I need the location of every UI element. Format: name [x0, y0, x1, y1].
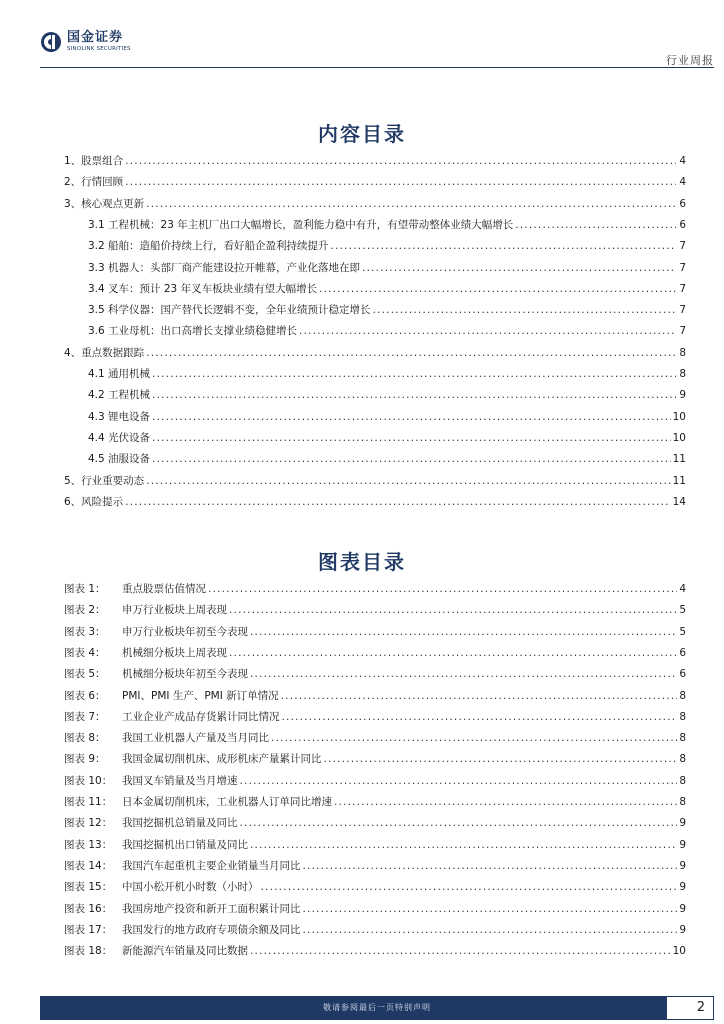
figure-entry-title: 申万行业板块上周表现 [122, 604, 227, 617]
figure-entry-number: 图表 3： [64, 625, 106, 638]
dot-leader [281, 689, 678, 703]
toc-entry-label: 4、重点数据跟踪 [64, 346, 145, 359]
toc-entry[interactable] [88, 237, 686, 253]
dot-leader [250, 667, 677, 681]
dot-leader [152, 452, 671, 466]
dot-leader [362, 261, 676, 275]
figure-entry-number: 图表 2： [64, 604, 106, 617]
toc-entry-page: 4 [679, 176, 686, 189]
toc-entry-label: 3、核心观点更新 [64, 197, 145, 210]
dot-leader [303, 923, 678, 937]
toc-entry-label: 6、风险提示 [64, 495, 124, 508]
dot-leader [331, 239, 676, 253]
figure-entry-page: 9 [679, 838, 686, 851]
toc-entry-page: 7 [679, 261, 686, 274]
toc-entry[interactable] [64, 344, 686, 360]
toc-entry-page: 10 [672, 431, 686, 444]
logo-english-name: SINOLINK SECURITIES [67, 46, 131, 52]
figure-entry-title: 重点股票估值情况 [122, 583, 206, 595]
figure-entry-number: 图表 12： [64, 817, 113, 830]
toc-entry-label: 4.5 油服设备 [88, 453, 151, 466]
toc-entry[interactable] [64, 173, 686, 189]
figure-entry-page: 9 [679, 859, 686, 872]
toc-entry-label: 5、行业重要动态 [64, 474, 145, 487]
dot-leader [125, 154, 676, 168]
dot-leader [282, 710, 678, 724]
toc-title: 内容目录 [318, 122, 406, 146]
header-divider [40, 67, 714, 68]
figure-entry-title: 日本金属切削机床，工业机器人订单同比增速 [122, 796, 332, 808]
toc-entry[interactable] [88, 216, 686, 232]
toc-entry-page: 7 [679, 304, 686, 317]
figure-entry-title: 我国工业机器人产量及当月同比 [122, 732, 269, 745]
figure-entry[interactable] [64, 921, 686, 937]
figure-entry-title: 我国房地产投资和新开工面积累计同比 [122, 902, 301, 915]
dot-leader [152, 367, 676, 381]
dot-leader [229, 603, 677, 617]
dot-leader [146, 197, 676, 211]
figure-entry-number: 图表 18： [64, 945, 113, 958]
toc-entry[interactable] [88, 450, 686, 466]
toc-entry[interactable] [64, 152, 686, 168]
toc-entry-label: 3.2 船舶：造船价持续上行，看好船企盈利持续提升 [88, 240, 329, 253]
figure-entry[interactable] [64, 729, 686, 745]
toc-entry[interactable] [88, 386, 686, 402]
figure-entry-number: 图表 10： [64, 774, 113, 787]
figure-entry[interactable] [64, 644, 686, 660]
figure-entry-title: 我国挖掘机出口销量及同比 [122, 838, 248, 851]
figure-entry[interactable] [64, 793, 686, 809]
dot-leader [334, 795, 677, 809]
dot-leader [152, 410, 671, 424]
toc-entry-label: 4.1 通用机械 [88, 368, 151, 380]
dot-leader [271, 731, 677, 745]
dot-leader [146, 474, 670, 488]
dot-leader [261, 880, 678, 894]
dot-leader [125, 495, 670, 509]
figure-entry-title: 我国汽车起重机主要企业销量当月同比 [122, 859, 301, 872]
toc-entry-page: 6 [679, 218, 686, 231]
figure-entry-number: 图表 5： [64, 668, 106, 681]
toc-entry[interactable] [64, 195, 686, 211]
logo-chinese-name: 国金证券 [67, 30, 124, 45]
toc-entry-page: 9 [679, 389, 686, 402]
dot-leader [515, 218, 676, 232]
figure-entry-number: 图表 11： [64, 796, 113, 808]
figure-entry-title: 我国发行的地方政府专项债余额及同比 [122, 923, 301, 936]
figure-entry-number: 图表 6： [64, 689, 106, 702]
dot-leader [324, 752, 678, 766]
toc-entry[interactable] [88, 408, 686, 424]
toc-entry-label: 4.2 工程机械 [88, 389, 151, 402]
figure-entry[interactable] [64, 836, 686, 852]
page-header [0, 0, 724, 70]
figure-entry-number: 图表 9： [64, 753, 106, 766]
toc-entry-label: 3.5 科学仪器：国产替代长逻辑不变，全年业绩预计稳定增长 [88, 304, 371, 317]
figure-entry-page: 5 [679, 604, 686, 617]
dot-leader [152, 431, 671, 445]
figure-entry-page: 9 [679, 881, 686, 894]
figure-entry-title: 机械细分板块上周表现 [122, 646, 227, 659]
toc-entry[interactable] [64, 493, 686, 509]
company-logo [40, 31, 131, 53]
figure-entry-page: 9 [679, 902, 686, 915]
figure-entry-number: 图表 1： [64, 583, 106, 595]
figure-entry-title: 申万行业板块年初至今表现 [122, 625, 248, 638]
toc-entry-label: 4.3 锂电设备 [88, 410, 151, 423]
dot-leader [146, 346, 676, 360]
table-of-contents [64, 152, 686, 522]
dot-leader [229, 646, 677, 660]
figure-entry[interactable] [64, 580, 686, 596]
dot-leader [303, 859, 678, 873]
figure-entry-number: 图表 17： [64, 923, 113, 936]
logo-mark-icon [40, 31, 62, 53]
figure-entry[interactable] [64, 857, 686, 873]
toc-entry-page: 7 [679, 282, 686, 295]
figure-entry-page: 8 [679, 710, 686, 723]
figure-entry-number: 图表 7： [64, 710, 106, 723]
toc-entry-page: 11 [672, 453, 686, 466]
figure-entry-title: 机械细分板块年初至今表现 [122, 668, 248, 681]
toc-entry-page: 6 [679, 197, 686, 210]
toc-entry[interactable] [88, 301, 686, 317]
dot-leader [250, 838, 677, 852]
page-number: 2 [666, 996, 714, 1020]
figure-entry-page: 8 [679, 796, 686, 808]
figure-entry-page: 9 [679, 817, 686, 830]
dot-leader [250, 944, 671, 958]
dot-leader [373, 303, 676, 317]
figure-entry-title: 中国小松开机小时数（小时） [122, 881, 259, 894]
toc-entry-label: 3.1 工程机械：23 年主机厂出口大幅增长，盈利能力稳中有升，有望带动整体业绩大幅增长 [88, 218, 514, 231]
toc-entry-page: 14 [672, 495, 686, 508]
toc-entry-page: 10 [672, 410, 686, 423]
toc-entry[interactable] [88, 280, 686, 296]
figure-entry-title: 我国叉车销量及当月增速 [122, 774, 238, 787]
page-footer [40, 996, 714, 1020]
figure-entry[interactable] [64, 601, 686, 617]
report-type-label: 行业周报 [666, 54, 714, 67]
figure-entry-title: 工业企业产成品存货累计同比情况 [122, 710, 280, 723]
figure-entry-title: PMI、PMI 生产、PMI 新订单情况 [122, 689, 279, 702]
dot-leader [303, 902, 678, 916]
toc-entry[interactable] [88, 259, 686, 275]
figure-entry-page: 9 [679, 923, 686, 936]
figure-entry[interactable] [64, 878, 686, 894]
figure-entry-number: 图表 14： [64, 859, 113, 872]
footer-disclaimer: 敬请参阅最后一页特别声明 [323, 1003, 431, 1012]
dot-leader [319, 282, 676, 296]
figure-entry-page: 6 [679, 646, 686, 659]
toc-entry-label: 2、行情回顾 [64, 176, 124, 189]
figure-entry-number: 图表 16： [64, 902, 113, 915]
figure-entry[interactable] [64, 708, 686, 724]
toc-entry[interactable] [88, 322, 686, 338]
figure-entry-title: 我国金属切削机床、成形机床产量累计同比 [122, 753, 322, 766]
figure-entry[interactable] [64, 623, 686, 639]
toc-entry-page: 8 [679, 346, 686, 359]
toc-entry-label: 3.3 机器人：头部厂商产能建设拉开帷幕，产业化落地在即 [88, 261, 361, 274]
figures-title: 图表目录 [318, 550, 406, 574]
toc-entry-label: 1、股票组合 [64, 155, 124, 167]
dot-leader [240, 774, 678, 788]
figure-entry[interactable] [64, 814, 686, 830]
toc-entry-page: 7 [679, 325, 686, 338]
figure-entry-page: 6 [679, 668, 686, 681]
figure-entry-page: 8 [679, 753, 686, 766]
figure-entry-number: 图表 15： [64, 881, 113, 894]
figure-entry-title: 新能源汽车销量及同比数据 [122, 945, 248, 958]
toc-entry-label: 3.4 叉车：预计 23 年叉车板块业绩有望大幅增长 [88, 282, 318, 295]
figure-entry-page: 8 [679, 774, 686, 787]
dot-leader [299, 324, 676, 338]
figure-entry-page: 8 [679, 732, 686, 745]
figure-entry-page: 8 [679, 689, 686, 702]
toc-entry[interactable] [64, 472, 686, 488]
toc-entry-page: 7 [679, 240, 686, 253]
figure-entry[interactable] [64, 687, 686, 703]
figure-entry[interactable] [64, 942, 686, 958]
dot-leader [125, 175, 676, 189]
figure-entry[interactable] [64, 750, 686, 766]
figure-entry-page: 4 [679, 583, 686, 595]
toc-entry-label: 4.4 光伏设备 [88, 431, 151, 444]
toc-entry[interactable] [88, 429, 686, 445]
dot-leader [250, 625, 677, 639]
figure-entry-title: 我国挖掘机总销量及同比 [122, 817, 238, 830]
figure-entry-page: 5 [679, 625, 686, 638]
figure-entry[interactable] [64, 772, 686, 788]
dot-leader [240, 816, 678, 830]
toc-entry-page: 4 [679, 155, 686, 167]
figure-entry-number: 图表 8： [64, 732, 106, 745]
toc-entry-page: 11 [672, 474, 686, 487]
dot-leader [208, 582, 677, 596]
toc-entry-label: 3.6 工业母机：出口高增长支撑业绩稳健增长 [88, 325, 298, 338]
figure-entry[interactable] [64, 900, 686, 916]
dot-leader [152, 388, 676, 402]
toc-entry-page: 8 [679, 368, 686, 380]
toc-entry[interactable] [88, 365, 686, 381]
figure-entry[interactable] [64, 665, 686, 681]
figure-entry-number: 图表 13： [64, 838, 113, 851]
figure-entry-number: 图表 4： [64, 646, 106, 659]
figure-entry-page: 10 [672, 945, 686, 958]
